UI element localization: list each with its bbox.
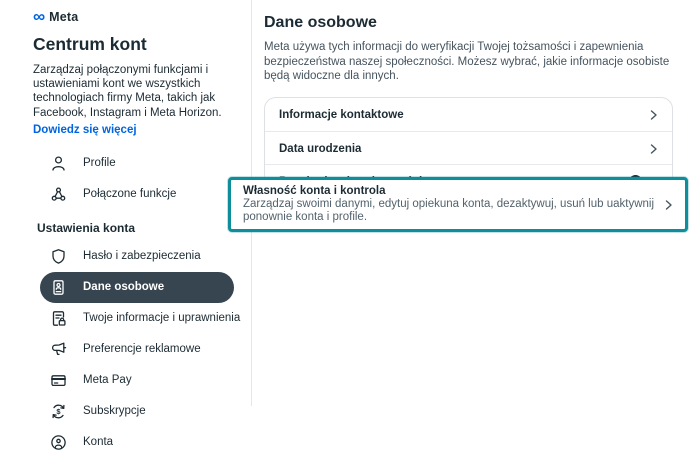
learn-more-link[interactable]: Dowiedz się więcej	[33, 123, 137, 136]
sidebar-item-subscriptions[interactable]	[40, 396, 234, 427]
subscription-refresh-icon	[50, 403, 67, 420]
sidebar-item-your-information[interactable]	[40, 303, 241, 334]
sidebar-item-ad-preferences[interactable]	[40, 334, 234, 365]
sidebar-item-profile[interactable]	[40, 148, 234, 179]
sidebar-item-label: Dane osobowe	[83, 281, 165, 294]
sidebar-item-meta-pay[interactable]	[40, 365, 234, 396]
sidebar-item-personal-details[interactable]	[40, 272, 234, 303]
row-right	[649, 104, 658, 120]
megaphone-icon	[50, 341, 67, 358]
sidebar-item-label: Hasło i zabezpieczenia	[83, 250, 201, 263]
person-icon	[50, 155, 67, 172]
row-birthday[interactable]	[265, 131, 672, 164]
document-lock-icon	[50, 310, 67, 327]
sidebar	[0, 0, 252, 449]
svg-text:$: $	[56, 406, 61, 416]
connected-nodes-icon	[50, 186, 67, 203]
row-contact-info[interactable]	[265, 98, 672, 131]
meta-brand-text: Meta	[49, 10, 79, 24]
meta-logo	[33, 8, 251, 26]
sidebar-item-password-security[interactable]	[40, 241, 234, 272]
meta-infinity-icon: ∞	[33, 7, 46, 26]
sidebar-item-label: Twoje informacje i uprawnienia	[83, 312, 241, 325]
person-circle-icon	[50, 434, 67, 451]
sidebar-item-accounts[interactable]	[40, 427, 234, 458]
sidebar-item-label: Meta Pay	[83, 374, 132, 387]
row-label: Data urodzenia	[279, 142, 362, 155]
sidebar-item-label: Subskrypcje	[83, 405, 146, 418]
sidebar-title: Centrum kont	[33, 34, 147, 54]
sidebar-description: Zarządzaj połączonymi funkcjami i ustawieniami kont we wszystkich technologiach firmy Meta, takich jak Facebook, Instagram i Meta Horizon.	[33, 64, 222, 119]
sidebar-item-label: Preferencje reklamowe	[83, 343, 201, 356]
page-title: Dane osobowe	[264, 14, 377, 31]
sidebar-item-label: Połączone funkcje	[83, 188, 177, 201]
sidebar-item-connected-experiences[interactable]	[40, 179, 234, 210]
credit-card-icon	[50, 372, 67, 389]
sidebar-item-label: Profile	[83, 157, 116, 170]
highlight-text	[243, 185, 655, 225]
row-right	[649, 138, 658, 154]
sidebar-item-label: Konta	[83, 436, 114, 449]
chevron-right-icon	[649, 110, 658, 120]
highlight-description: Zarządzaj swoimi danymi, edytuj opiekuna konta, dezaktywuj, usuń lub uaktywnij ponownie konta i profile.	[243, 197, 655, 223]
chevron-right-icon	[649, 144, 658, 154]
row-label: Informacje kontaktowe	[279, 109, 404, 121]
chevron-right-icon	[664, 200, 673, 210]
page-description: Meta używa tych informacji do weryfikacji Twojej tożsamości i zapewnienia bezpieczeństwa naszej społeczności. Możesz wybrać, jakie informacje osobiste będą widoczne dla innych.	[264, 41, 670, 82]
row-account-ownership-highlighted[interactable]	[228, 177, 688, 232]
sidebar-nav	[37, 148, 251, 458]
highlight-title: Własność konta i kontrola	[243, 184, 386, 197]
id-card-icon	[50, 279, 67, 296]
shield-icon	[50, 248, 67, 265]
sidebar-section-label: Ustawienia konta	[37, 220, 136, 235]
